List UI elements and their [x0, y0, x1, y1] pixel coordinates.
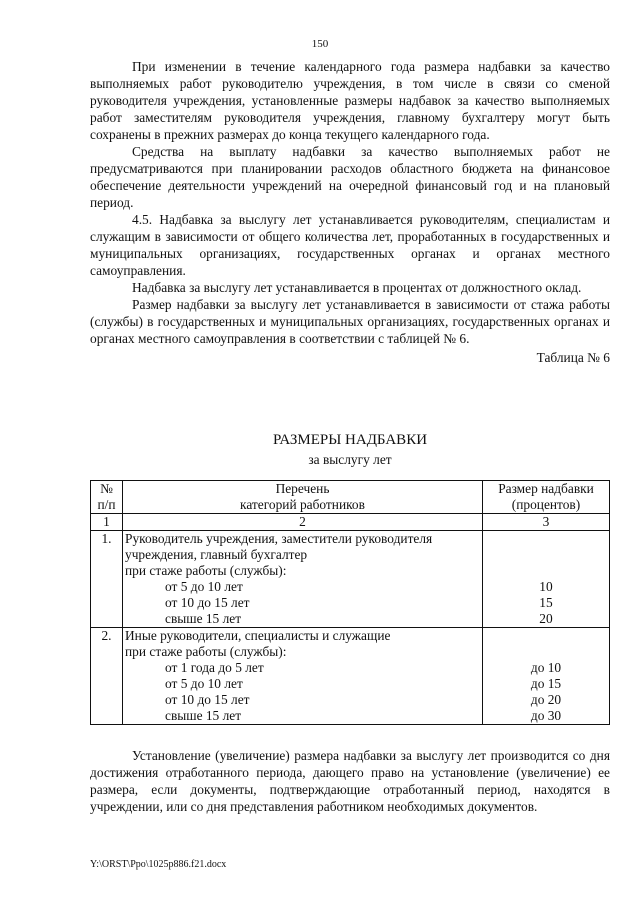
table-row: [91, 628, 610, 725]
allowance-value: 20: [539, 611, 553, 626]
header-allowance: [483, 481, 610, 514]
column-number: 1: [91, 514, 123, 531]
table-row: [91, 531, 610, 628]
header-categories: [123, 481, 483, 514]
paragraph: Средства на выплату надбавки за качество выполняемых работ не предусматриваются при планировании расходов областного бюджета на финансовое обеспечение деятельности учреждений на очередной финансовый год и на плановый период.: [90, 144, 610, 210]
experience-range: от 1 года до 5 лет: [165, 660, 264, 675]
allowance-table: [90, 480, 610, 725]
header-number: [91, 481, 123, 514]
category-line: Руководитель учреждения, заместители руководителя: [125, 531, 433, 546]
header-line: Перечень: [275, 481, 330, 496]
row-categories: [123, 531, 483, 628]
experience-range: от 10 до 15 лет: [165, 595, 250, 610]
header-line: №: [100, 481, 113, 496]
table-label: Таблица № 6: [536, 350, 610, 365]
body-text: [90, 58, 610, 366]
experience-range: свыше 15 лет: [165, 708, 242, 723]
allowance-value: до 10: [530, 660, 562, 675]
table-numbering-row: [91, 514, 610, 531]
table-title: РАЗМЕРЫ НАДБАВКИ: [272, 432, 428, 448]
file-path-footer: Y:\ORST\Ppo\1025p886.f21.docx: [90, 859, 227, 870]
closing-paragraph: Установление (увеличение) размера надбавки за выслугу лет производится со дня достижения отработанного периода, дающего право на установление (увеличение) ее размера, если документы, подтверждающие отработанный период, находятся в учреждении, или со дня представления работником необходимых документов.: [90, 748, 610, 814]
experience-range: свыше 15 лет: [165, 611, 242, 626]
header-line: (процентов): [511, 497, 581, 512]
row-number: 2.: [91, 628, 123, 725]
category-line: при стаже работы (службы):: [125, 644, 287, 659]
header-line: категорий работников: [240, 497, 365, 512]
table-subtitle: за выслугу лет: [308, 452, 392, 467]
allowance-value: до 20: [530, 692, 562, 707]
category-line: при стаже работы (службы):: [125, 563, 287, 578]
paragraph: 4.5. Надбавка за выслугу лет устанавливается руководителям, специалистам и служащим в зависимости от общего количества лет, проработанных в государственных и муниципальных организациях, государственных органах и органах местного самоуправления.: [90, 212, 610, 278]
paragraph: При изменении в течение календарного года размера надбавки за качество выполняемых работ руководителю учреждения, в том числе в связи со сменой руководителя учреждения, установленные размеры надбавок за качество выполняемых работ заместителям руководителя учреждения, главному бухгалтеру могут быть сохранены в прежних размерах до конца текущего календарного года.: [90, 59, 610, 142]
category-line: учреждения, главный бухгалтер: [125, 547, 308, 562]
header-line: п/п: [97, 497, 116, 512]
allowance-value: 15: [539, 595, 553, 610]
allowance-value: 10: [539, 579, 553, 594]
experience-range: от 10 до 15 лет: [165, 692, 250, 707]
allowance-value: до 15: [530, 676, 562, 691]
table-header-row: [91, 481, 610, 514]
row-categories: [123, 628, 483, 725]
column-number: 3: [483, 514, 610, 531]
experience-range: от 5 до 10 лет: [165, 676, 243, 691]
allowance-value: до 30: [530, 708, 562, 723]
row-values: [483, 531, 610, 628]
paragraph: Надбавка за выслугу лет устанавливается в процентах от должностного оклад.: [132, 280, 582, 295]
paragraph: Размер надбавки за выслугу лет устанавливается в зависимости от стажа работы (службы) в государственных и муниципальных организациях, государственных органах и органах местного самоуправления в соответствии с таблицей № 6.: [90, 297, 610, 346]
header-line: Размер надбавки: [498, 481, 594, 496]
category-line: Иные руководители, специалисты и служащие: [125, 628, 391, 643]
experience-range: от 5 до 10 лет: [165, 579, 243, 594]
column-number: 2: [123, 514, 483, 531]
row-number: 1.: [91, 531, 123, 628]
page-number: 150: [311, 38, 329, 50]
row-values: [483, 628, 610, 725]
